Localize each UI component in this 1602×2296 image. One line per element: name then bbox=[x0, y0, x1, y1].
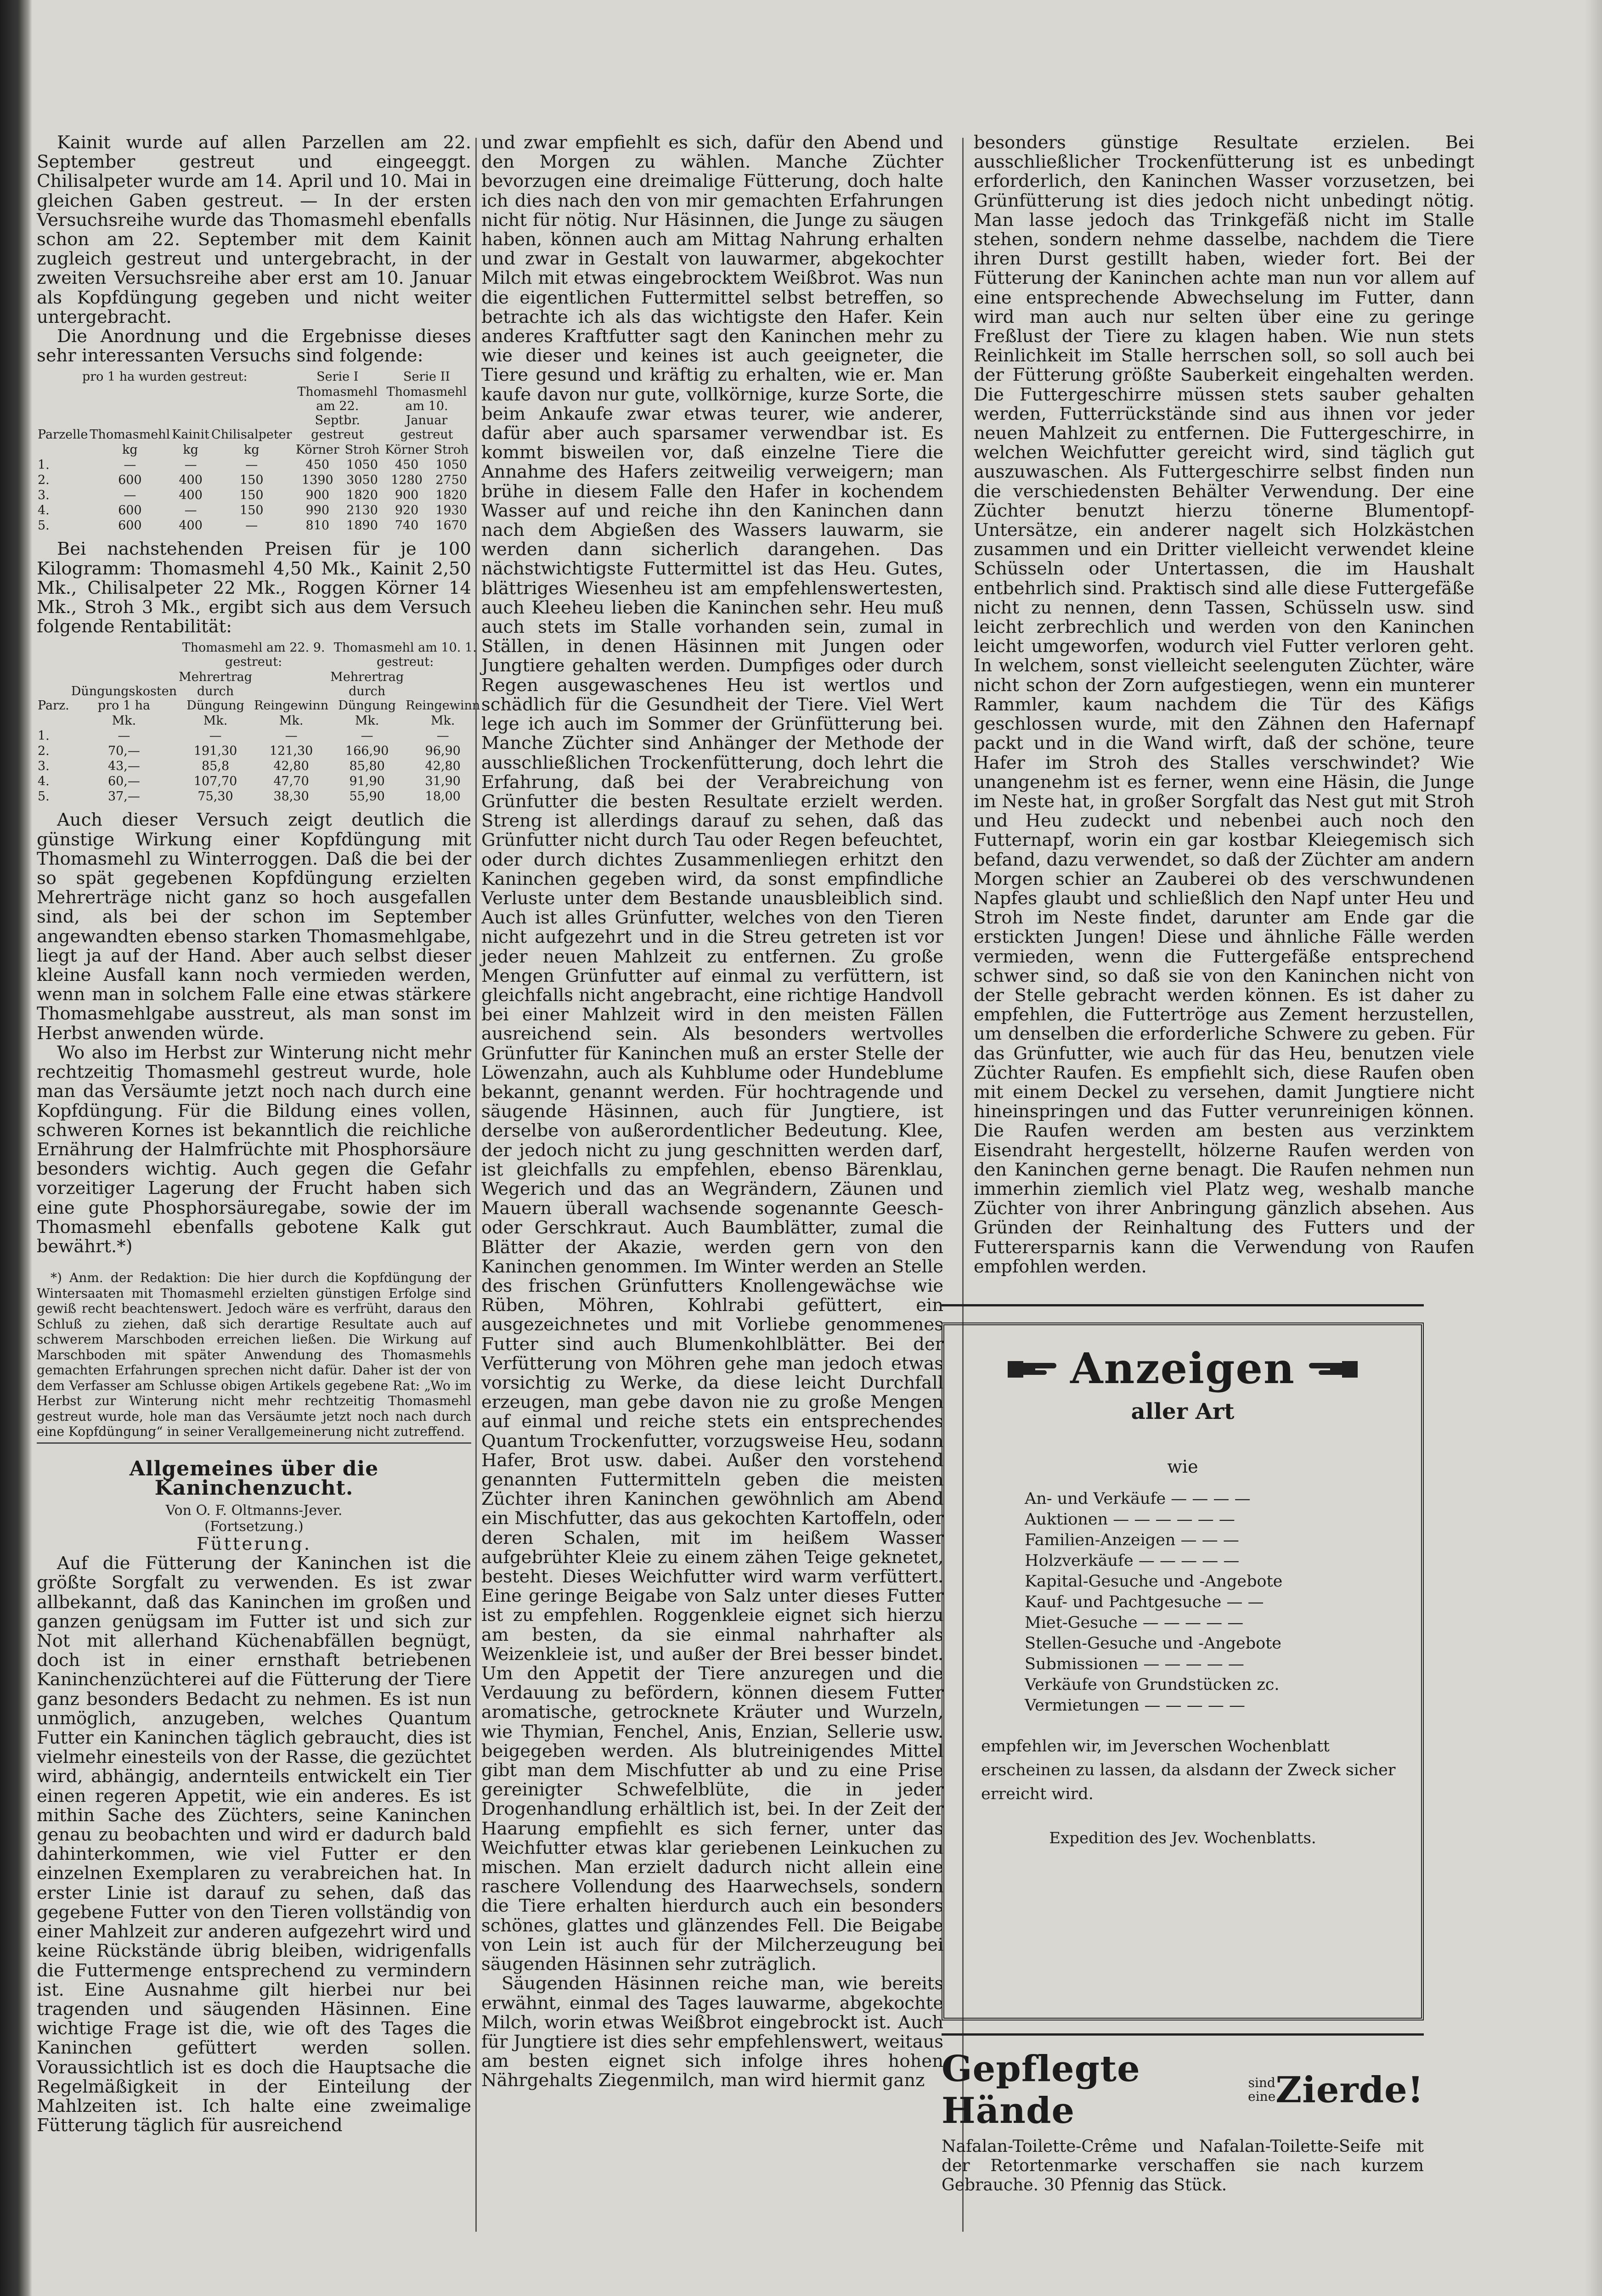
ad-category-list bbox=[1025, 1489, 1403, 1716]
table-row bbox=[37, 488, 471, 503]
list-item: Familien-Anzeigen — — — bbox=[1025, 1531, 1239, 1549]
table-header: Thomasmehl am 10. 1. gestreut: bbox=[333, 641, 477, 670]
table-cell: 38,30 bbox=[273, 789, 309, 804]
list-item: Holzverkäufe — — — — — bbox=[1025, 1552, 1240, 1570]
table-cell: — bbox=[209, 729, 222, 743]
table-row bbox=[37, 473, 471, 488]
care-headline bbox=[942, 2048, 1424, 2132]
table-cell: 85,8 bbox=[202, 759, 230, 774]
table-cell: 1390 bbox=[301, 473, 333, 488]
table-cell: 85,80 bbox=[349, 759, 385, 774]
table-cell: 150 bbox=[240, 503, 264, 518]
pointing-hand-icon bbox=[1008, 1355, 1058, 1382]
table-cell: 42,80 bbox=[425, 759, 461, 774]
list-item: Submissionen — — — — — bbox=[1025, 1655, 1244, 1673]
table-header: Mehrertrag durch Düngung bbox=[179, 670, 253, 713]
table-cell: 600 bbox=[118, 503, 142, 518]
care-mid-1: sind bbox=[1248, 2075, 1275, 2090]
table-cell: 37,— bbox=[107, 789, 140, 804]
ad-wie: wie bbox=[1167, 1457, 1198, 1477]
divider bbox=[37, 1442, 471, 1444]
table-cell: 1930 bbox=[435, 503, 467, 518]
table-header: pro 1 ha wurden gestreut: bbox=[82, 370, 248, 384]
ad-signature: Expedition des Jev. Wochenblatts. bbox=[1049, 1829, 1316, 1847]
list-item: An- und Verkäufe — — — — bbox=[1025, 1490, 1251, 1508]
paragraph: Auf die Fütterung der Kaninchen ist die größte Sorgfalt zu verwenden. Es ist zwar allbekannt, daß das Kaninchen im großen und ganzen genügsam im Futter ist und sich zur Not mit allerhand Küchenabfällen begnügt, doch ist in einer ernsthaft betriebenen Kaninchenzüchterei auf die Fütterung der Tiere ganz besonders Bedacht zu nehmen. Es ist nun unmöglich, anzugeben, welches Quantum Futter ein Kaninchen täglich gebraucht, dies ist vielmehr einesteils von der Rasse, die gezüchtet wird, abhängig, andernteils entwickelt ein Tier einen regeren Appetit, wie ein anderes. Es ist mithin Sache des Züchters, seine Kaninchen genau zu beobachten und wird er dadurch bald dahinterkommen, wie viel Futter er den einzelnen Exemplaren zu verabreichen hat. In erster Linie ist darauf zu sehen, daß das gegebene Futter von den Tieren vollständig von einer Mahlzeit zur anderen aufgezehrt wird und keine Rückstände übrig bleiben, widrigenfalls die Futtermenge entsprechend zu vermindern ist. Eine Ausnahme gilt hierbei nur bei tragenden und säugenden Häsinnen. Eine wichtige Frage ist die, wie oft des Tages die Kaninchen gefüttert werden sollen. Voraussichtlich ist es doch die Hauptsache die Regelmäßigkeit in der Einteilung der Mahlzeiten ist. Ich halte eine zweimalige Fütterung täglich für ausreichend bbox=[37, 1553, 471, 2136]
table-header: Reingewinn bbox=[254, 698, 329, 713]
table-cell: 55,90 bbox=[349, 789, 385, 804]
table-header: kg bbox=[243, 443, 259, 457]
table-cell: 400 bbox=[179, 473, 203, 488]
table-cell: 18,00 bbox=[425, 789, 461, 804]
care-headline-right: Zierde! bbox=[1275, 2069, 1424, 2111]
table-header: Körner bbox=[295, 443, 339, 457]
table-cell: — bbox=[436, 729, 449, 743]
table-header: Düngungskosten pro 1 ha bbox=[71, 684, 177, 713]
paragraph: Wo also im Herbst zur Winterung nicht mehr rechtzeitig Thomasmehl gestreut wurde, hole man das Versäumte jetzt noch nach durch eine Kopfdüngung. Für die Bildung eines vollen, schweren Kornes ist bekanntlich die reichliche Ernährung der Halmfrüchte mit Phosphorsäure besonders wichtig. Auch gegen die Gefahr vorzeitiger Lagerung der Frucht haben sich eine gute Phosphorsäuregabe, sowie der im Thomasmehl ebenfalls gebotene Kalk gut bewährt.*) bbox=[37, 1042, 471, 1257]
table-cell: 1. bbox=[38, 729, 50, 743]
pointing-hand-icon bbox=[1307, 1355, 1358, 1382]
divider bbox=[942, 2033, 1424, 2036]
table-cell: 1. bbox=[38, 458, 50, 473]
paragraph: besonders günstige Resultate erzielen. Bei ausschließlicher Trockenfütterung ist es unbedingt erforderlich, den Kaninchen Wasser vorzusetzen, bei Grünfütterung ist dies jedoch nicht unbedingt nötig. Man lasse jedoch das Trinkgefäß nicht im Stalle stehen, sondern nehme dasselbe, nachdem die Tiere ihren Durst gestillt haben, wieder fort. Bei der Fütterung der Kaninchen achte man nun vor allem auf eine entsprechende Abwechselung im Futter, dann wird man auch nur selten über eine zu geringe Freßlust der Tiere zu klagen haben. Wie nun stets Reinlichkeit im Stalle herrschen soll, so soll auch bei der Fütterung größte Sauberkeit eingehalten werden. Die Futtergeschirre müssen stets sauber gehalten werden, Futterrückstände sind aus ihnen vor jeder neuen Mahlzeit zu entfernen. Die Futtergeschirre, in welchen Weichfutter gereicht wird, sind täglich gut auszuwaschen. Als Futtergeschirre selbst finden nun die verschiedensten Behälter Verwendung. Der eine Züchter benutzt hierzu tönerne Blumentopf-Untersätze, ein anderer nagelt sich Holzkästchen zusammen und ein Dritter vielleicht verwendet kleine Schüsseln oder Untertassen, die im Haushalt entbehrlich sind. Praktisch sind alle diese Futtergefäße nicht zu nennen, denn Tassen, Schüsseln usw. sind leicht zerbrechlich und werden von den Kaninchen leicht umgeworfen, wodurch viel Futter verloren geht. In welchem, sonst vielleicht seelenguten Züchter, wäre nicht schon der Zorn aufgestiegen, wenn ein munterer Rammler, kaum nachdem die Tür des Käfigs geschlossen wurde, mit den Zähnen den Hafernapf packt und in die Wand wirft, daß der schöne, teure Hafer im Stroh des Stalles verschwindet? Wie unangenehm ist es ferner, wenn eine Häsin, die Junge im Neste hat, in großer Sorgfalt das Nest gut mit Stroh und Heu zudeckt und nebenbei auch noch den Futternapf, worin ein gar kostbar Kleiegemisch sich befand, dazu verwendet, so daß der Züchter am andern Morgen schier an Zauberei ob des verschwundenen Napfes glaubt und schließlich den Napf unter Heu und Stroh im Neste findet, darunter am Ende gar die erstickten Jungen! Diese und ähnliche Fälle werden vermieden, wenn die Futtergefäße entsprechend schwer sind, so daß sie von den Kaninchen nicht von der Stelle gebracht werden können. Es ist daher zu empfehlen, die Futtertröge aus Zement herzustellen, um denselben die erforderliche Schwere zu geben. Für das Grünfutter, wie auch für das Heu, benutzen viele Züchter Raufen. Es empfiehlt sich, diese Raufen oben mit einem Deckel zu versehen, damit Jungtiere nicht hineinspringen und das Futter verunreinigen können. Die Raufen werden am besten aus verzinktem Eisendraht hergestellt, hölzerne Raufen werden von den Kaninchen gerne benagt. Die Raufen nehmen nun immerhin ziemlich viel Platz weg, weshalb manche Züchter von ihrer Anbringung gänzlich absehen. Aus Gründen der Reinhaltung des Futters und der Futterersparnis kann die Verwendung von Raufen empfohlen werden. bbox=[974, 132, 1474, 1277]
table-header: Thomasmehl am 10. Januar gestreut bbox=[386, 385, 467, 442]
table-cell: 2130 bbox=[346, 503, 378, 518]
table-cell: — bbox=[184, 458, 197, 473]
table-row bbox=[37, 759, 481, 774]
table-row bbox=[37, 518, 471, 533]
table-cell: 5. bbox=[38, 518, 50, 533]
table-row bbox=[37, 503, 471, 518]
table-row bbox=[37, 743, 481, 759]
table-header: Mk. bbox=[203, 714, 228, 728]
table-header: kg bbox=[183, 443, 198, 457]
column-3 bbox=[974, 133, 1474, 1405]
note-text: *) Anm. der Redaktion: Die hier durch die Kopfdüngung der Wintersaaten mit Thomasmehl erzielten günstigen Erfolge sind gewiß recht beachtenswert. Jedoch wäre es verfrüht, daraus den Schluß zu ziehen, daß sich derartige Resultate auch auf schwerem Marschboden erreichen ließen. Die Wirkung auf Marschboden mit später Anwendung des Thomasmehls gemachten Erfahrungen sprechen nicht dafür. Daher ist der von dem Verfasser am Schlusse obigen Artikels gegebene Rat: „Wo im Herbst zur Winterung nicht mehr rechtzeitig Thomasmehl gestreut wurde, hole man das Versäumte jetzt noch nach durch eine Kopfdüngung“ in seiner Verallgemeinerung nicht zutreffend. bbox=[37, 1270, 471, 1440]
table-cell: 1050 bbox=[346, 458, 378, 473]
table-cell: 600 bbox=[118, 473, 142, 488]
table-cell: 900 bbox=[305, 488, 330, 503]
table-row bbox=[37, 457, 471, 473]
paragraph: Bei nachstehenden Preisen für je 100 Kilogramm: Thomasmehl 4,50 Mk., Kainit 2,50 Mk., Chilisalpeter 22 Mk., Roggen Körner 14 Mk., Stroh 3 Mk., ergibt sich aus dem Versuch folgende Rentabilität: bbox=[37, 539, 471, 637]
table-cell: 121,30 bbox=[269, 744, 313, 759]
table-header: Mk. bbox=[112, 714, 136, 728]
paragraph: Auch dieser Versuch zeigt deutlich die günstige Wirkung einer Kopfdüngung mit Thomasmehl zu Winterroggen. Daß die bei der so spät gegebenen Kopfdüngung erzielten Mehrerträge nicht ganz so hoch ausgefallen sind, als bei der schon im September angewandten ebenso starken Thomasmehlgabe, liegt ja auf der Hand. Aber auch selbst dieser kleine Ausfall kann noch vermieden werden, wenn man in solchem Falle eine etwas stärkere Thomasmehlgabe ausstreut, als man sonst im Herbst anwenden würde. bbox=[37, 810, 471, 1044]
table-cell: 2. bbox=[38, 744, 50, 759]
table-cell: — bbox=[361, 729, 373, 743]
table-row bbox=[37, 728, 481, 743]
care-mid-2: eine bbox=[1248, 2089, 1276, 2104]
paragraph: und zwar empfiehlt es sich, dafür den Abend und den Morgen zu wählen. Manche Züchter bevorzugen eine dreimalige Fütterung, doch halte ich dies nach den von mir gemachten Erfahrungen nicht für nötig. Nur Häsinnen, die Junge zu säugen haben, können auch am Mittag Nahrung erhalten und zwar in Gestalt von lauwarmer, abgekochter Milch mit etwas eingebrocktem Weißbrot. Was nun die eigentlichen Futtermittel selbst betreffen, so betrachte ich als das wichtigste den Hafer. Kein anderes Kraftfutter sagt den Kaninchen mehr zu wie dieser und keines ist auch geeigneter, die Tiere gesund und kräftig zu erhalten, wie er. Man kaufe davon nur gute, vollkörnige, kurze Sorte, die beim Ankaufe zwar etwas teurer, wie anderer, dafür aber auch sparsamer verwendbar ist. Es kommt bisweilen vor, daß einzelne Tiere die Annahme des Hafers zeitweilig verweigern; man brühe in diesem Falle den Hafer in kochendem Wasser auf und reiche ihn den Kaninchen dann nach dem Abgießen des Wassers lauwarm, sie werden dann sicherlich darangehen. Das nächstwichtigste Futtermittel ist das Heu. Gutes, blättriges Wiesenheu ist am empfehlenswertesten, auch Kleeheu lieben die Kaninchen sehr. Heu muß auch stets im Stalle vorhanden sein, zumal in Ställen, in denen Häsinnen mit Jungen oder Jungtiere gehalten werden. Dumpfiges oder durch Regen ausgewaschenes Heu ist wertlos und schädlich für die Gesundheit der Tiere. Viel Wert lege ich auch im Sommer der Grünfütterung bei. Manche Züchter sind Anhänger der Methode der ausschließlichen Trockenfütterung, doch lehrt die Erfahrung, daß bei der Verabreichung von Grünfutter die besten Resultate erzielt werden. Streng ist allerdings darauf zu sehen, daß das Grünfutter nicht durch Tau oder Regen befeuchtet, oder durch dichtes Zusammenliegen erhitzt den Kaninchen gegeben wird, da sonst empfindliche Verluste unter dem Bestande unausbleiblich sind. Auch ist alles Grünfutter, welches von den Tieren nicht aufgezehrt und in die Streu getreten ist vor jeder neuen Mahlzeit zu entfernen. Zu große Mengen Grünfutter auf einmal zu verfüttern, ist gleichfalls nicht angebracht, eine richtige Handvoll bei einer Mahlzeit wird in den meisten Fällen ausreichend sein. Als besonders wertvolles Grünfutter für Kaninchen muß an erster Stelle der Löwenzahn, auch als Kuhblume oder Hundeblume bekannt, genannt werden. Für hochtragende und säugende Häsinnen, auch für Jungtiere, ist derselbe von außerordentlicher Bedeutung. Klee, der jedoch nicht zu jung geschnitten werden darf, ist gleichfalls zu empfehlen, ebenso Bärenklau, Wegerich und das an Wegrändern, Zäunen und Mauern überall wachsende sogenannte Geesch- oder Gerschkraut. Auch Baumblätter, zumal die Blätter der Akazie, werden gern von den Kaninchen genommen. Im Winter werden an Stelle des frischen Grünfutters Knollengewächse wie Rüben, Möhren, Kohlrabi gefüttert, ein ausgezeichnetes und mit Vorliebe genommenes Futter sind auch Blumenkohlblätter. Bei der Verfütterung von Möhren gehe man jedoch etwas vorsichtig zu Werke, da diese leicht Durchfall erzeugen, man gebe davon nie zu große Mengen auf einmal und reiche stets ein entsprechendes Quantum Trockenfutter, vorzugsweise Heu, sodann Hafer, Brot usw. dabei. Außer den vorstehend genannten Futtermitteln geben die meisten Züchter ihren Kaninchen gewöhnlich am Abend ein Mischfutter, das aus gekochten Kartoffeln, oder deren Schalen, mit im heißem Wasser aufgebrühter Kleie zu einem zähen Teige geknetet, besteht. Dieses Weichfutter wird warm verfüttert. Eine geringe Beigabe von Salz unter dieses Futter ist zu empfehlen. Roggenkleie eignet sich hierzu am besten, da sie einmal nahrhafter als Weizenkleie ist, und außer der Brei besser bindet. Um den Appetit der Tiere anzuregen und die Verdauung zu befördern, können diesem Futter aromatische, getrocknete Kräuter und Wurzeln, wie Thymian, Fenchel, Anis, Enzian, Sellerie usw. beigegeben werden. Als blutreinigendes Mittel gibt man dem Mischfutter ab und zu eine Prise gereinigter Schwefelblüte, die in jeder Drogenhandlung erhältlich ist, bei. In der Zeit der Haarung empfiehlt es sich ferner, unter das Weichfutter etwas klar geriebenen Leinkuchen zu mischen. Man erzielt dadurch nicht allein eine raschere Vollendung des Haarwechsels, sondern die Tiere erhalten hierdurch auch ein besonders schönes, glattes und glänzendes Fell. Die Beigabe von Lein ist auch für der Milcherzeugung bei säugenden Häsinnen sehr zuträglich. bbox=[481, 132, 943, 1975]
list-item: Miet-Gesuche — — — — — bbox=[1025, 1614, 1244, 1632]
table-header: Körner bbox=[385, 443, 429, 457]
fertilizer-table bbox=[37, 369, 471, 533]
table-cell: 150 bbox=[240, 473, 264, 488]
table-header: Thomasmehl am 22. Septbr. gestreut bbox=[297, 385, 378, 442]
table-row bbox=[37, 789, 481, 804]
table-cell: 400 bbox=[179, 518, 203, 533]
table-header: Parz. bbox=[38, 698, 69, 713]
ad-title: Anzeigen bbox=[1070, 1344, 1295, 1393]
table-cell: 3050 bbox=[346, 473, 378, 488]
table-header: Chilisalpeter bbox=[211, 428, 292, 442]
paragraph: Kainit wurde auf allen Parzellen am 22. September gestreut und eingeeggt. Chilisalpeter wurde am 14. April und 10. Mai in gleichen Gaben gestreut. — In der ersten Versuchsreihe wurde das Thomasmehl ebenfalls schon am 22. September mit dem Kainit zugleich gestreut und untergebracht, in der zweiten Versuchsreihe aber erst am 10. Januar als Kopfdüngung gegeben und nicht weiter untergebracht. bbox=[37, 132, 471, 327]
divider bbox=[942, 1304, 1424, 1306]
table-cell: 900 bbox=[395, 488, 419, 503]
table-cell: 47,70 bbox=[273, 774, 309, 789]
table-cell: 3. bbox=[38, 759, 50, 774]
table-cell: 75,30 bbox=[197, 789, 233, 804]
table-header: Serie I bbox=[316, 370, 359, 384]
table-cell: 1890 bbox=[346, 518, 378, 533]
table-cell: 150 bbox=[240, 488, 264, 503]
table-header: Mehrertrag durch Düngung bbox=[330, 670, 404, 713]
table-cell: 1050 bbox=[435, 458, 467, 473]
table-cell: 91,90 bbox=[349, 774, 385, 789]
table-cell: 107,70 bbox=[193, 774, 237, 789]
table-header: Reingewinn bbox=[406, 698, 480, 713]
table-cell: 450 bbox=[395, 458, 419, 473]
table-cell: 400 bbox=[179, 488, 203, 503]
table-cell: 42,80 bbox=[273, 759, 309, 774]
list-item: Auktionen — — — — — — bbox=[1025, 1510, 1235, 1529]
table-cell: 43,— bbox=[107, 759, 140, 774]
table-header: Kainit bbox=[172, 428, 210, 442]
rentability-table bbox=[37, 640, 481, 804]
table-cell: 920 bbox=[395, 503, 419, 518]
table-header: kg bbox=[122, 443, 138, 457]
list-item: Kapital-Gesuche und -Angebote bbox=[1025, 1572, 1283, 1591]
table-cell: 1820 bbox=[435, 488, 467, 503]
ad-text: empfehlen wir, im Jeverschen Wochenblatt erscheinen zu lassen, da alsdann der Zweck sicher erreicht wird. bbox=[981, 1737, 1396, 1803]
table-header: Mk. bbox=[279, 714, 304, 728]
table-cell: 450 bbox=[305, 458, 330, 473]
table-header: Mk. bbox=[430, 714, 455, 728]
table-cell: — bbox=[245, 458, 258, 473]
table-cell: 1280 bbox=[391, 473, 423, 488]
table-header: Thomasmehl am 22. 9. gestreut: bbox=[182, 641, 325, 670]
table-header: Thomasmehl bbox=[90, 428, 170, 442]
column-1 bbox=[37, 132, 480, 2227]
table-cell: — bbox=[184, 503, 197, 518]
ad-subtitle: aller Art bbox=[1131, 1399, 1235, 1424]
book-binding-shadow bbox=[0, 0, 32, 2296]
column-rule bbox=[475, 138, 477, 2232]
editorial-note bbox=[37, 1270, 471, 1440]
table-cell: 5. bbox=[38, 789, 50, 804]
table-cell: 191,30 bbox=[193, 744, 237, 759]
ad-heading bbox=[963, 1344, 1403, 1393]
table-header: Parzelle bbox=[38, 428, 88, 442]
table-cell: — bbox=[285, 729, 298, 743]
column-2 bbox=[481, 133, 943, 2227]
list-item: Vermietungen — — — — — bbox=[1025, 1696, 1246, 1715]
table-cell: — bbox=[118, 729, 130, 743]
table-cell: 31,90 bbox=[425, 774, 461, 789]
table-cell: 990 bbox=[305, 503, 330, 518]
table-cell: 1670 bbox=[435, 518, 467, 533]
paragraph: Die Anordnung und die Ergebnisse dieses sehr interessanten Versuchs sind folgende: bbox=[37, 326, 471, 366]
table-row bbox=[37, 774, 481, 789]
table-cell: 2. bbox=[38, 473, 50, 488]
table-cell: 96,90 bbox=[425, 744, 461, 759]
page-edge bbox=[1585, 0, 1602, 2296]
paragraph: Säugenden Häsinnen reiche man, wie bereits erwähnt, einmal des Tages lauwarme, abgekochte Milch, worin etwas Weißbrot eingebrockt ist. Auch für Jungtiere ist dies sehr empfehlenswert, weitaus am besten eignet sich infolge ihres hohen Nährgehalts Ziegenmilch, man wird hiermit ganz bbox=[481, 1973, 943, 2091]
table-cell: 810 bbox=[305, 518, 330, 533]
table-cell: 4. bbox=[38, 503, 50, 518]
table-header: Mk. bbox=[355, 714, 379, 728]
table-cell: 3. bbox=[38, 488, 50, 503]
article-continuation: (Fortsetzung.) bbox=[204, 1519, 304, 1535]
table-cell: — bbox=[245, 518, 258, 533]
table-cell: 166,90 bbox=[345, 744, 389, 759]
table-cell: 2750 bbox=[435, 473, 467, 488]
list-item: Kauf- und Pachtgesuche — — bbox=[1025, 1593, 1264, 1611]
table-cell: 600 bbox=[118, 518, 142, 533]
care-headline-left: Gepflegte Hände bbox=[942, 2048, 1140, 2132]
table-cell: 1820 bbox=[346, 488, 378, 503]
table-cell: — bbox=[124, 488, 136, 503]
table-cell: 60,— bbox=[107, 774, 140, 789]
table-cell: 740 bbox=[395, 518, 419, 533]
care-text: Nafalan-Toilette-Crême und Nafalan-Toilette-Seife mit der Retortenmarke verschaffen sie nach kurzem Gebrauche. 30 Pfennig das Stück. bbox=[942, 2137, 1424, 2195]
section-heading: Fütterung. bbox=[196, 1534, 312, 1555]
hand-cream-advertisement bbox=[942, 2048, 1424, 2195]
table-cell: — bbox=[124, 458, 136, 473]
table-cell: 4. bbox=[38, 774, 50, 789]
article-author: Von O. F. Oltmanns-Jever. bbox=[165, 1503, 343, 1519]
table-header: Stroh bbox=[344, 443, 380, 457]
table-header: Serie II bbox=[403, 370, 450, 384]
table-header: Stroh bbox=[434, 443, 469, 457]
article-title: Allgemeines über die Kaninchenzucht. bbox=[129, 1457, 379, 1500]
care-headline-mid bbox=[1248, 2076, 1275, 2104]
list-item: Stellen-Gesuche und -Angebote bbox=[1025, 1634, 1282, 1653]
list-item: Verkäufe von Grundstücken zc. bbox=[1025, 1676, 1280, 1694]
advertisement-box bbox=[942, 1322, 1424, 2020]
table-cell: 70,— bbox=[107, 744, 140, 759]
